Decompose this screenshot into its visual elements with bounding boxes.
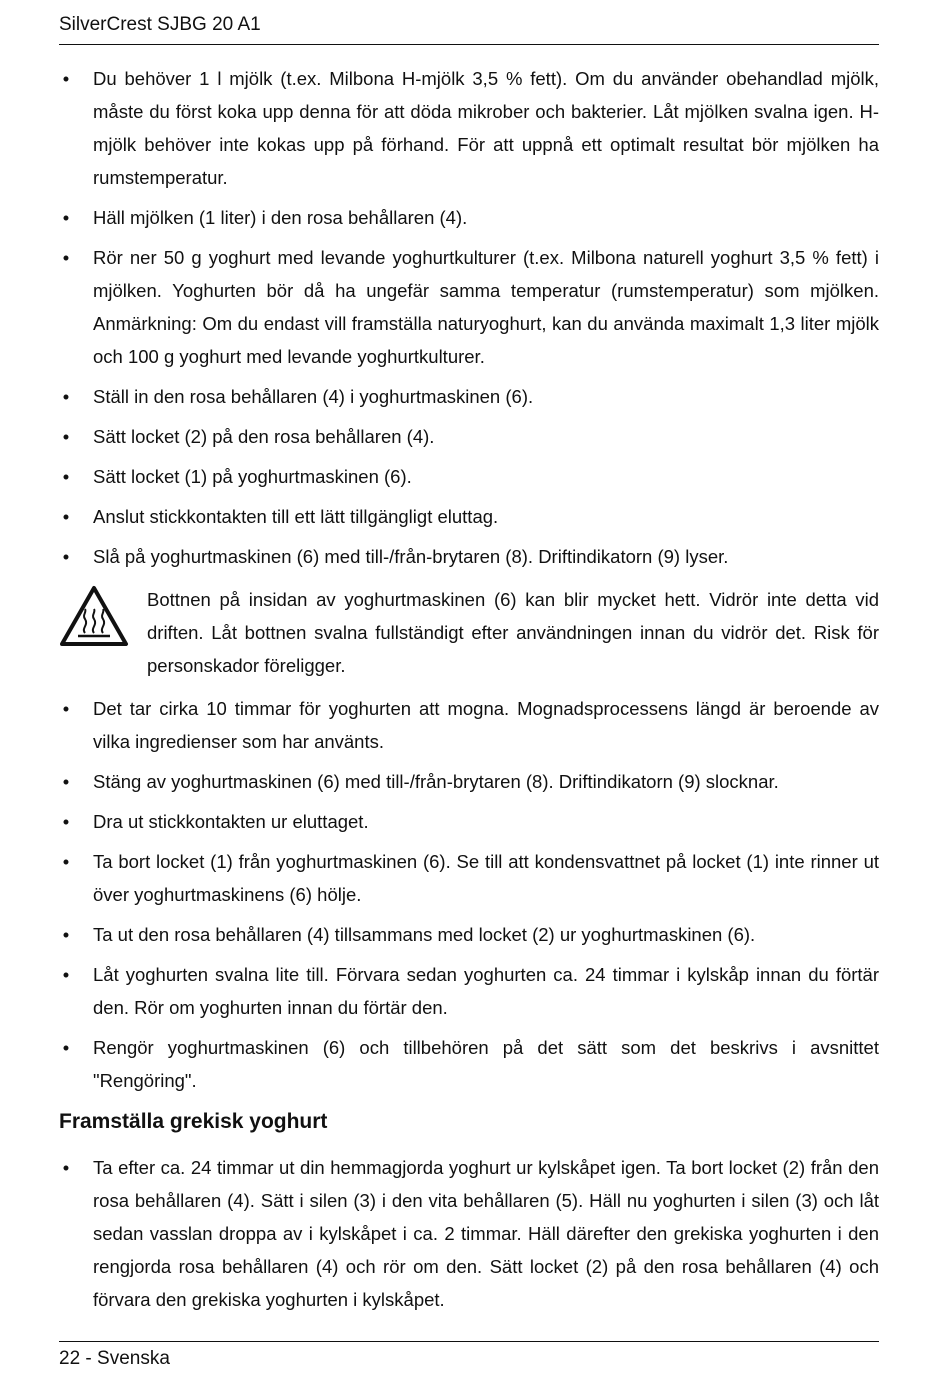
footer-separator: - bbox=[85, 1348, 92, 1369]
instruction-list-b bbox=[59, 692, 879, 1097]
bullet-dot: • bbox=[62, 771, 70, 792]
list-item bbox=[59, 1151, 879, 1316]
list-item-text: Ställ in den rosa behållaren (4) i yoghurtmaskinen (6). bbox=[93, 386, 534, 407]
list-item-text: Dra ut stickkontakten ur eluttaget. bbox=[93, 811, 369, 832]
instruction-list-greek bbox=[59, 1151, 879, 1316]
list-item bbox=[59, 420, 879, 453]
bullet-dot: • bbox=[62, 207, 70, 228]
list-item-text: Stäng av yoghurtmaskinen (6) med till-/från-brytaren (8). Driftindikatorn (9) slocknar. bbox=[93, 771, 779, 792]
page-content bbox=[59, 62, 879, 1323]
list-item-text: Rör ner 50 g yoghurt med levande yoghurtkulturer (t.ex. Milbona naturell yoghurt 3,5 % fett) i mjölken. Yoghurten bör då ha ungefär samma temperatur (rumstemperatur) som mjölken. Anmärkning: Om du endast vill framställa naturyoghurt, kan du använda maximalt 1,3 liter mjölk och 100 g yoghurt med levande yoghurtkulturer. bbox=[93, 247, 879, 367]
list-item bbox=[59, 540, 879, 573]
warning-text: Bottnen på insidan av yoghurtmaskinen (6) kan blir mycket hett. Vidrör inte detta vid driften. Låt bottnen svalna fullständigt efter användningen innan du vidrör det. Risk för personskador föreligger. bbox=[147, 589, 879, 676]
page-header bbox=[59, 10, 879, 45]
list-item bbox=[59, 241, 879, 373]
instruction-list-a bbox=[59, 62, 879, 573]
list-item-text: Rengör yoghurtmaskinen (6) och tillbehören på det sätt som det beskrivs i avsnittet "Rengöring". bbox=[93, 1037, 879, 1091]
bullet-dot: • bbox=[62, 964, 70, 985]
bullet-dot: • bbox=[62, 68, 70, 89]
list-item bbox=[59, 380, 879, 413]
list-item-text: Ta ut den rosa behållaren (4) tillsammans med locket (2) ur yoghurtmaskinen (6). bbox=[93, 924, 756, 945]
list-item bbox=[59, 460, 879, 493]
bullet-dot: • bbox=[62, 924, 70, 945]
bullet-dot: • bbox=[62, 811, 70, 832]
list-item-text: Sätt locket (1) på yoghurtmaskinen (6). bbox=[93, 466, 412, 487]
list-item bbox=[59, 62, 879, 194]
bullet-dot: • bbox=[62, 426, 70, 447]
list-item bbox=[59, 918, 879, 951]
list-item-text: Ta efter ca. 24 timmar ut din hemmagjorda yoghurt ur kylskåpet igen. Ta bort locket (2) från den rosa behållaren (4). Sätt i silen (3) i den vita behållaren (5). Häll nu yoghurten i silen (3) och låt sedan vasslan droppa av i kylskåpet i ca. 2 timmar. Häll därefter den grekiska yoghurten i den rengjorda rosa behållaren (4) och rör om den. Sätt locket (2) på den rosa behållaren (4) och förvara den grekiska yoghurten i kylskåpet. bbox=[93, 1157, 879, 1310]
bullet-dot: • bbox=[62, 546, 70, 567]
list-item-text: Låt yoghurten svalna lite till. Förvara sedan yoghurten ca. 24 timmar i kylskåp innan du förtär den. Rör om yoghurten innan du förtär den. bbox=[93, 964, 879, 1018]
bullet-dot: • bbox=[62, 466, 70, 487]
list-item bbox=[59, 765, 879, 798]
bullet-dot: • bbox=[62, 386, 70, 407]
list-item-text: Det tar cirka 10 timmar för yoghurten att mogna. Mognadsprocessens längd är beroende av vilka ingredienser som har använts. bbox=[93, 698, 879, 752]
list-item-text: Sätt locket (2) på den rosa behållaren (4). bbox=[93, 426, 435, 447]
bullet-dot: • bbox=[62, 1157, 70, 1178]
header-title: SilverCrest SJBG 20 A1 bbox=[59, 14, 261, 35]
hot-surface-warning-icon bbox=[59, 583, 147, 682]
bullet-dot: • bbox=[62, 506, 70, 527]
section-title: Framställa grekisk yoghurt bbox=[59, 1110, 328, 1133]
list-item-text: Ta bort locket (1) från yoghurtmaskinen (6). Se till att kondensvattnet på locket (1) inte rinner ut över yoghurtmaskinens (6) hölje. bbox=[93, 851, 879, 905]
warning-block bbox=[59, 583, 879, 682]
list-item-text: Du behöver 1 l mjölk (t.ex. Milbona H-mjölk 3,5 % fett). Om du använder obehandlad mjölk, måste du först koka upp denna för att döda mikrober och bakterier. Låt mjölken svalna igen. H-mjölk behöver inte kokas upp på förhand. För att uppnå ett optimalt resultat bör mjölken ha rumstemperatur. bbox=[93, 68, 879, 188]
list-item-text: Häll mjölken (1 liter) i den rosa behållaren (4). bbox=[93, 207, 468, 228]
bullet-dot: • bbox=[62, 698, 70, 719]
list-item-text: Anslut stickkontakten till ett lätt tillgängligt eluttag. bbox=[93, 506, 499, 527]
list-item bbox=[59, 805, 879, 838]
list-item-text: Slå på yoghurtmaskinen (6) med till-/från-brytaren (8). Driftindikatorn (9) lyser. bbox=[93, 546, 729, 567]
page-footer bbox=[59, 1341, 879, 1374]
list-item bbox=[59, 1031, 879, 1097]
page-number: 22 bbox=[59, 1348, 81, 1369]
list-item bbox=[59, 201, 879, 234]
list-item bbox=[59, 500, 879, 533]
list-item bbox=[59, 845, 879, 911]
list-item bbox=[59, 692, 879, 758]
bullet-dot: • bbox=[62, 851, 70, 872]
bullet-dot: • bbox=[62, 1037, 70, 1058]
bullet-dot: • bbox=[62, 247, 70, 268]
list-item bbox=[59, 958, 879, 1024]
footer-language: Svenska bbox=[97, 1348, 170, 1369]
